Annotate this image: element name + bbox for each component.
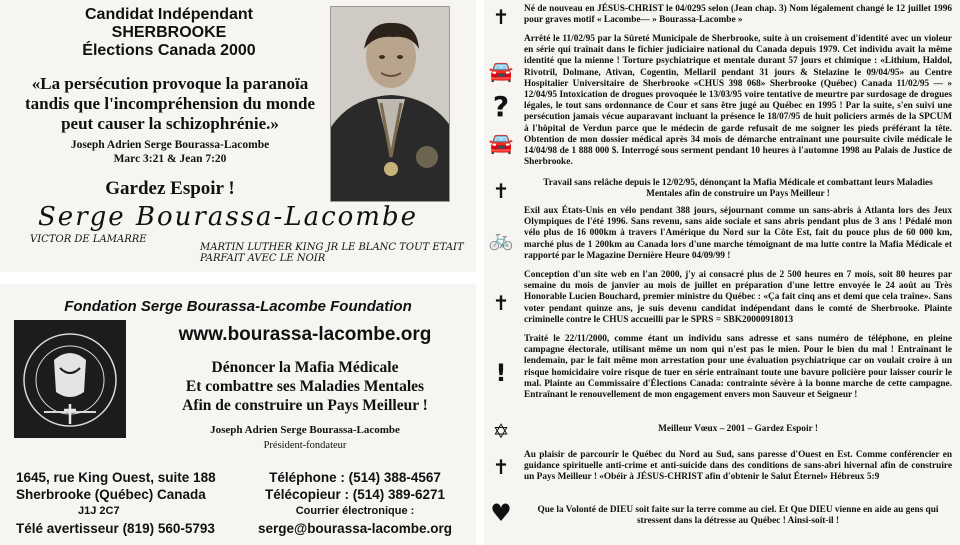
exile-paragraph: Exil aux États-Unis en vélo pendant 388 jours, séjournant comme un sans-abris à Atlanta lors des Jeux Olympiques de l'été 1996. Sans revenu, sans aide sociale et sans abris pendant plus de 3 ans ! Pédalé mon vélo plus de 16 000km à travers l'Amérique du Nord sur la Côte Est, fait du pouce plus de 60 000 km, marché plus de 1 200km au Canada lors d'une marche témoignant de ma lutte contre la Mafia Médicale et rapporté par le Magazine Dernière Heure 04/09/99 !: [524, 206, 952, 261]
cross-icon: ✝: [492, 291, 510, 315]
work-paragraph: Travail sans relâche depuis le 12/02/95, dénonçant la Mafia Médicale et combattant leurs Maladies Mentales afin de construire un Pays Meilleur !: [543, 178, 933, 200]
election-name: Élections Canada 2000: [82, 42, 256, 59]
postal-address: [16, 469, 236, 537]
exclamation-icon: !: [495, 359, 507, 387]
contact-info: [240, 469, 470, 537]
foundation-title: Fondation Serge Bourassa-Lacombe Foundation: [64, 298, 412, 315]
arrest-paragraph: Arrêté le 11/02/95 par la Sûreté Municipale de Sherbrooke, suite à un croisement d'identité avec un violeur en série qui traînait dans le fichier judiciaire national du Canada depuis 1979. Cet individu avait la même identité que la mienne ! Torture psychiatrique et mentale durant 57 jours et chimique : «Lithium, Haldol, Rivotril, Dolmane, Ativan, Cogentin, Mellaril pendant 31 jours & Stelazine le 09/04/95» au Centre Hospitalier Universitaire de Sherbrooke «CHUS 398 068» Sherbrooke (Québec) Canada 11/02/95 — » 12/04/95 Intoxication de drogues provoquée le 13/03/95 voire tentative de meurtre par surdosage de drogues légales, le tout sans ordonnance de Cour et sans être jugé au Québec en 1995 ! Par la suite, s'en suivi une persécution jamais vécue auparavant incluant la présence le 18/07/95 de huit policiers armés de la SPCUM à l'hôpital de Verdun parce que le médecin de garde refusait de me soigner les pieds préférant la tête. Obtention de mon dossier médical après 34 mois de démarche entraînant une poursuite civile médicale le 14/04/98 de 1 888 000 $. Interrogé sous serment pendant 10 heures à l'automne 1998 au Palais de Justice de Sherbrooke.: [524, 34, 952, 168]
address-line-1: 1645, rue King Ouest, suite 188: [16, 470, 216, 485]
president-title: Président-fondateur: [263, 440, 347, 451]
riding-name: SHERBROOKE: [111, 24, 227, 41]
mission-line-3: Afin de construire un Pays Meilleur !: [182, 397, 428, 414]
car-icon: 🚘: [488, 59, 514, 83]
email-address[interactable]: serge@bourassa-lacombe.org: [258, 521, 452, 536]
candidate-label: Candidat Indépendant: [85, 6, 253, 23]
foundation-seal-image: [14, 320, 126, 438]
pager-number: Télé avertisseur (819) 560-5793: [16, 521, 215, 536]
mission-line-2: Et combattre ses Maladies Mentales: [185, 378, 425, 395]
candidate-photo: [330, 6, 450, 202]
candidate-header: [14, 6, 324, 60]
travel-paragraph: Au plaisir de parcourir le Québec du Nord au Sud, sans paresse d'Ouest en Est. Comme conférencier en guidance spirituelle anti-crime et anti-suicide dans des conditions de sans-abri hivernal afin de construire un Pays Meilleur ! «Obéir à JÉSUS-CHRIST afin d'obtenir le Salut Éternel» Hébreux 5:9: [524, 450, 952, 483]
cross-icon: ✝: [492, 179, 510, 203]
campaign-card-front: [0, 0, 476, 272]
postal-code: J1J 2C7: [78, 505, 120, 517]
foundation-card: [0, 284, 476, 545]
signature-note-1: VICTOR DE LAMARRE: [30, 234, 147, 245]
signature-note-2: MARTIN LUTHER KING JR LE BLANC TOUT ETAIT PARFAIT AVEC LE NOIR: [200, 242, 464, 264]
treatment-paragraph: Traité le 22/11/2000, comme étant un individu sans adresse et sans numéro de téléphone, en pleine campagne électorale, utilisant même un nom qui n'est pas le mien. Pour le bien du mal ! Entraînant le lendemain, par le fait même mon arrestation pour une évaluation psychiatrique car on voulait croire à un risque homicidaire voire risque de tuer en série entraînant toute une bavure policière pour laisser courir le mal. Plainte au Commissaire d'Élections Canada: contrainte sévère à la bonne marche de cette campagne. Entraînant le renouvellement de mon engagement envers mon Sauveur et Seigneur !: [524, 334, 952, 401]
prayer-paragraph: Que la Volonté de DIEU soit faite sur la terre comme au ciel. Et Que DIEU vienne en aide au gens qui stressent dans la détresse au Québec ! Ainsi-soit-il !: [537, 505, 939, 527]
foundation-logo: [14, 320, 126, 438]
email-label: Courrier électronique :: [295, 505, 415, 517]
handwritten-signature: [10, 202, 470, 266]
foundation-website[interactable]: www.bourassa-lacombe.org: [178, 324, 432, 345]
cross-icon: ✝: [492, 455, 510, 479]
heart-icon: ♥: [490, 499, 512, 527]
bicycle-icon: 🚲: [488, 227, 514, 251]
mission-statement: [140, 358, 470, 415]
campaign-card-back: [484, 0, 960, 545]
motto: Gardez Espoir !: [105, 178, 235, 199]
mission-line-1: Dénoncer la Mafia Médicale: [211, 359, 399, 376]
fax-number: Télécopieur : (514) 389-6271: [264, 487, 446, 502]
rebirth-paragraph: Né de nouveau en JÉSUS-CHRIST le 04/0295 selon (Jean chap. 3) Nom légalement changé le 12 juillet 1996 pour graves motif « Lacombe— » Bourassa-Lacombe »: [524, 4, 952, 26]
quote-text: «La persécution provoque la paranoïa tandis que l'incompréhension du monde peut causer la schizophrénie.»: [24, 74, 315, 133]
star-of-david-icon: ✡: [492, 419, 510, 443]
quote-byline: [20, 138, 320, 166]
car-icon: 🚘: [488, 131, 514, 155]
wishes-line: Meilleur Vœux – 2001 – Gardez Espoir !: [658, 424, 818, 434]
question-icon: ?: [492, 90, 510, 123]
website-paragraph: Conception d'un site web en l'an 2000, j'y ai consacré plus de 2 500 heures en 7 mois, soit 80 heures par semaine du mois de janvier au mois de juillet en préparation d'une lettre envoyée le 24 août au Très Honorable Lucien Bouchard, premier ministre du Québec : «Ça fait cinq ans et demi que cela traîne». Sans voter pendant quinze ans, je suis devenu candidat indépendant dans le comté de Sherbrooke. Plainte criminelle contre le CHUS accueilli par le SPRS = SBK20000918013: [524, 270, 952, 325]
portrait-image: [331, 7, 450, 202]
signature-name: Serge Bourassa-Lacombe: [38, 202, 418, 232]
president-name: Joseph Adrien Serge Bourassa-Lacombe: [210, 424, 400, 436]
phone-number: Téléphone : (514) 388-4567: [269, 470, 441, 485]
quote-verses: Marc 3:21 & Jean 7:20: [113, 153, 227, 165]
quote-author: Joseph Adrien Serge Bourassa-Lacombe: [70, 139, 270, 151]
cross-icon: ✝: [492, 5, 510, 29]
address-line-2: Sherbrooke (Québec) Canada: [16, 487, 206, 502]
